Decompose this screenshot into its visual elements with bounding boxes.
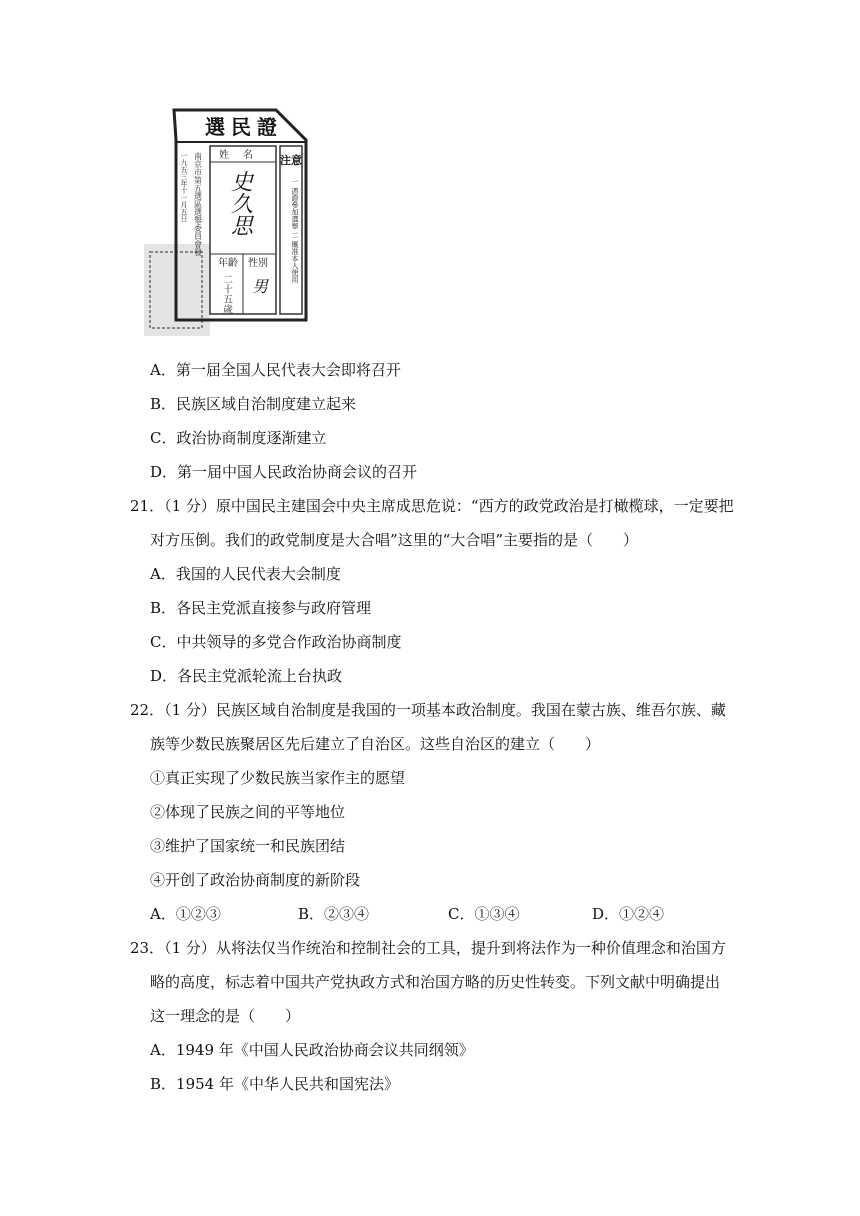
age-label: 年齡 — [218, 258, 238, 269]
q23-stem-line2: 略的高度，标志着中国共产党执政方式和治国方略的历史性转变。下列文献中明确提出 — [150, 973, 721, 991]
q21-option-d: D．各民主党派轮流上台执政 — [150, 667, 343, 685]
q20-option-a: A．第一届全国人民代表大会即将召开 — [150, 361, 401, 379]
q21-stem-line2: 对方压倒。我们的政党制度是大合唱”这里的“大合唱”主要指的是（ ） — [150, 531, 639, 549]
q22-option-b: B．②③④ — [298, 905, 370, 923]
q22-option-a: A．①②③ — [150, 905, 221, 923]
q20-option-c: C．政治协商制度逐渐建立 — [150, 429, 327, 447]
sex-value: 男 — [252, 277, 269, 296]
issue-date: 一九五三年十一月五日 — [180, 152, 188, 222]
q20-option-d: D．第一届中国人民政治协商会议的召开 — [150, 463, 418, 481]
q21-option-c: C．中共领导的多党合作政治协商制度 — [150, 633, 402, 651]
q23-option-a: A．1949 年《中国人民政治协商会议共同纲领》 — [150, 1041, 474, 1059]
q22-stem-line2: 族等少数民族聚居区先后建立了自治区。这些自治区的建立（ ） — [150, 735, 601, 753]
issuer-text: 南京市第五選區選舉委員會發 — [193, 152, 203, 256]
q22-option-d: D．①②④ — [592, 905, 665, 923]
q22-statement-3: ③维护了国家统一和民族团结 — [150, 837, 346, 855]
q22-statement-1: ①真正实现了少数民族当家作主的愿望 — [150, 769, 406, 787]
q21-option-a: A．我国的人民代表大会制度 — [150, 565, 341, 583]
notice-label: 注意 — [280, 154, 302, 167]
q22-stem-line1: 22．（1 分）民族区域自治制度是我国的一项基本政治制度。我国在蒙古族、维吾尔族、藏 — [130, 701, 726, 719]
q22-statement-2: ②体现了民族之间的平等地位 — [150, 803, 346, 821]
age-value: 二十五歲 — [220, 274, 232, 314]
q23-stem-line3: 这一理念的是（ ） — [150, 1007, 301, 1025]
q22-option-c: C．①③④ — [448, 905, 520, 923]
name-label: 姓名 — [219, 150, 267, 161]
q20-option-b: B．民族区域自治制度建立起来 — [150, 395, 357, 413]
q21-stem-line1: 21．（1 分）原中国民主建国会中央主席成思危说：“西方的政党政治是打橄榄球，一定要把 — [130, 497, 734, 515]
voter-certificate-image — [140, 106, 310, 346]
q23-option-b: B．1954 年《中华人民共和国宪法》 — [150, 1075, 399, 1093]
name-value: 史久思 — [227, 170, 253, 236]
card-title: 選民證 — [205, 115, 283, 139]
sex-label: 性別 — [248, 258, 268, 269]
q23-stem-line1: 23．（1 分）从将法仅当作统治和控制社会的工具，提升到将法作为一种价值理念和治国方 — [130, 939, 726, 957]
notice-text: 一 憑證參加選舉 二 概准本人使用 — [291, 178, 299, 283]
q22-statement-4: ④开创了政治协商制度的新阶段 — [150, 871, 361, 889]
q21-option-b: B．各民主党派直接参与政府管理 — [150, 599, 372, 617]
